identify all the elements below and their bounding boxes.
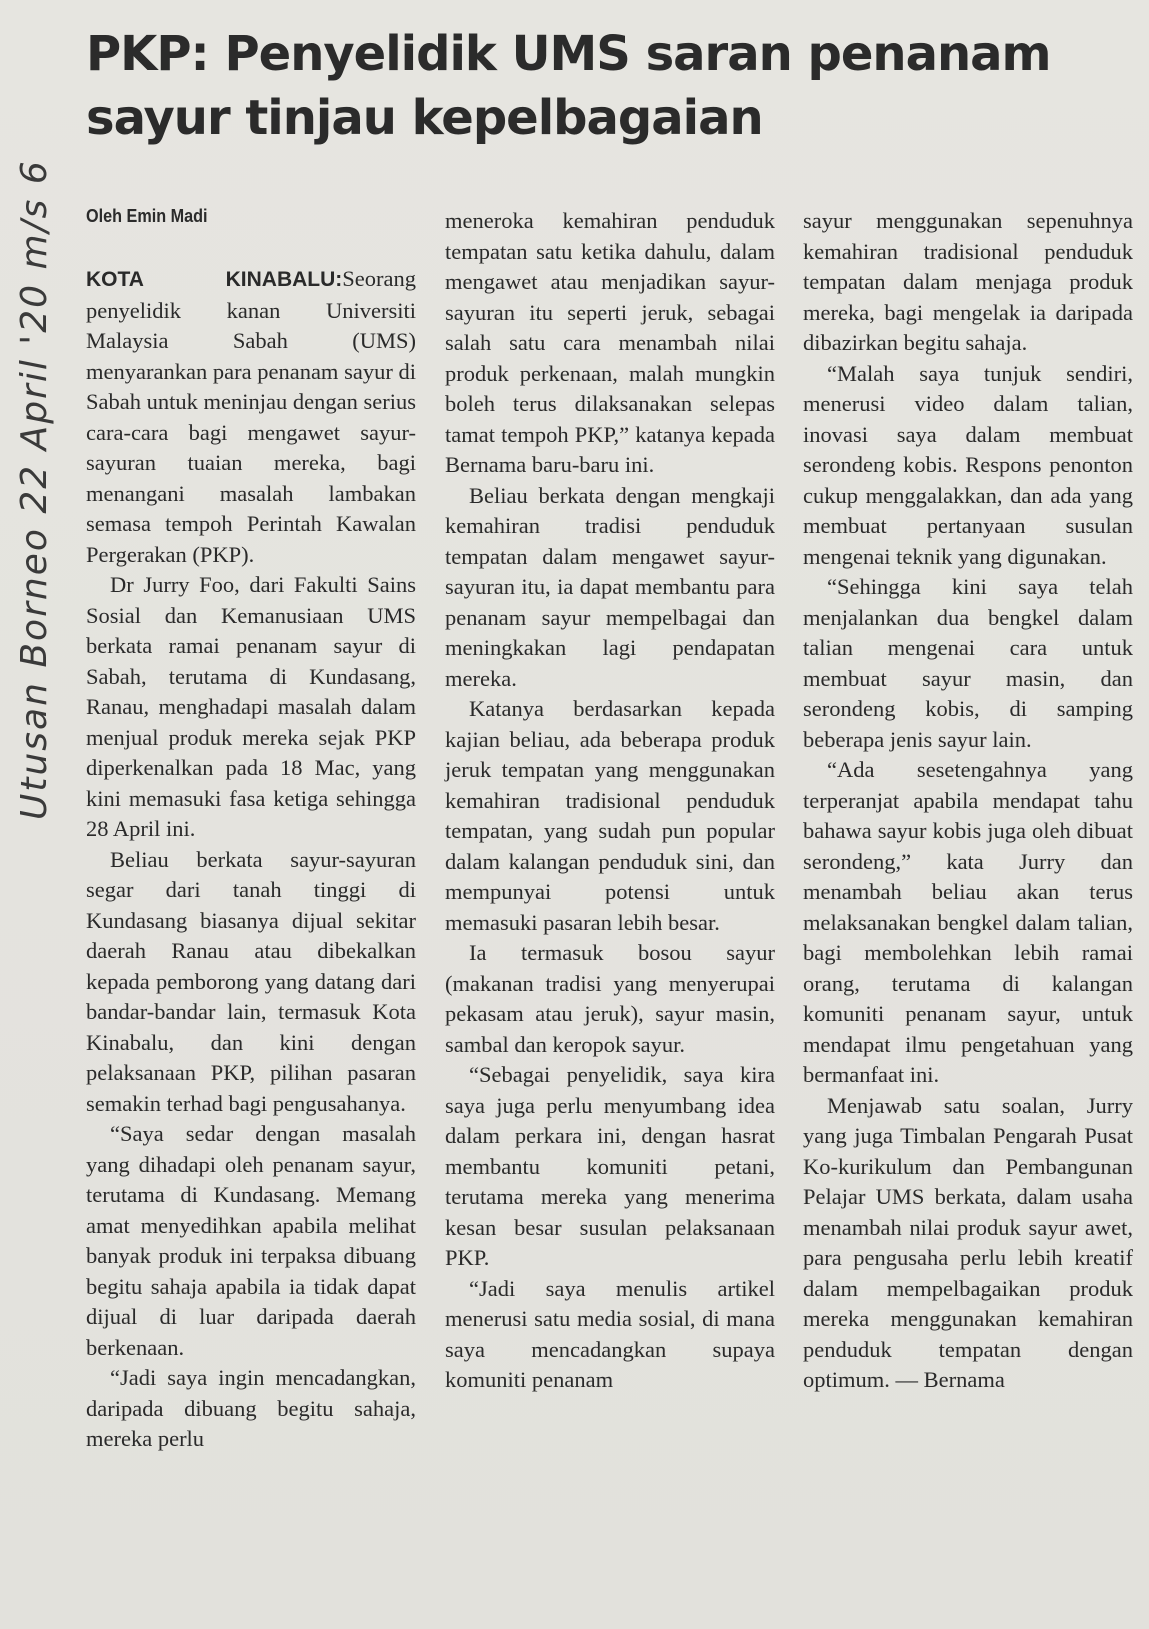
- article-column-1: [86, 264, 416, 1455]
- article-paragraph: [86, 264, 416, 570]
- article-paragraph: Dr Jurry Foo, dari Fakulti Sains Sosial dan Kemanusiaan UMS berkata ramai penanam sayur di Sabah, terutama di Kundasang, Ranau, menghadapi masalah dalam menjual produk mereka sejak PKP diperkenalkan pada 18 Mac, yang kini memasuki fasa ketiga sehingga 28 April ini.: [86, 572, 416, 841]
- article-paragraph: meneroka kemahiran penduduk tempatan satu ketika dahulu, dalam mengawet atau menjadikan sayur-sayuran itu seperti jeruk, sebagai salah satu cara menambah nilai produk perkenaan, malah mungkin boleh terus dilaksanakan selepas tamat tempoh PKP,” katanya kepada Bernama baru-baru ini.: [445, 208, 775, 477]
- article-paragraph: “Sehingga kini saya telah menjalankan dua bengkel dalam talian mengenai cara untuk membuat sayur masin, dan serondeng kobis, di samping beberapa jenis sayur lain.: [803, 574, 1133, 752]
- article-paragraph: Katanya berdasarkan kepada kajian beliau, ada beberapa produk jeruk tempatan yang menggunakan kemahiran tradisional penduduk tempatan, yang sudah pun popular dalam kalangan penduduk sini, dan mempunyai potensi untuk memasuki pasaran lebih besar.: [445, 696, 775, 935]
- article-column-3: [803, 206, 1133, 1396]
- handwritten-source-note: [14, 120, 74, 840]
- article-byline: Oleh Emin Madi: [86, 206, 208, 226]
- dateline: KOTA KINABALU:: [86, 268, 343, 291]
- article-paragraph: sayur menggunakan sepenuhnya kemahiran tradisional penduduk tempatan dalam menjaga produk mereka, bagi mengelak ia daripada dibazirkan begitu sahaja.: [803, 208, 1133, 355]
- article-paragraph: Beliau berkata sayur-sayuran segar dari tanah tinggi di Kundasang biasanya dijual sekitar daerah Ranau atau dibekalkan kepada pemborong yang datang dari bandar-bandar lain, termasuk Kota Kinabalu, dan kini dengan pelaksanaan PKP, pilihan pasaran semakin terhad bagi pengusahanya.: [86, 846, 416, 1116]
- article-paragraph: Ia termasuk bosou sayur (makanan tradisi yang menyerupai pekasam atau jeruk), sayur masin, sambal dan keropok sayur.: [445, 940, 775, 1057]
- article-paragraph: “Saya sedar dengan masalah yang dihadapi oleh penanam sayur, terutama di Kundasang. Memang amat menyedihkan apabila melihat banyak produk ini terpaksa dibuang begitu sahaja apabila ia tidak dapat dijual di luar daripada daerah berkenaan.: [86, 1121, 416, 1360]
- handwritten-note-text: Utusan Borneo 22 April '20 m/s 6: [14, 159, 55, 820]
- paragraph-text: Seorang penyelidik kanan Universiti Malaysia Sabah (UMS) menyarankan para penanam sayur di Sabah untuk meninjau dengan serius cara-cara bagi mengawet sayur-sayuran tuaian mereka, bagi menangani masalah lambakan semasa tempoh Perintah Kawalan Pergerakan (PKP).: [86, 266, 416, 567]
- article-paragraph: Menjawab satu soalan, Jurry yang juga Timbalan Pengarah Pusat Ko-kurikulum dan Pembangunan Pelajar UMS berkata, dalam usaha menambah nilai produk sayur awet, para pengusaha perlu lebih kreatif dalam mempelbagaikan produk mereka menggunakan kemahiran penduduk tempatan dengan optimum. — Bernama: [803, 1092, 1133, 1392]
- article-paragraph: “Malah saya tunjuk sendiri, menerusi video dalam talian, inovasi saya dalam membuat serondeng kobis. Respons penonton cukup menggalakkan, dan ada yang membuat pertanyaan susulan mengenai teknik yang digunakan.: [803, 360, 1133, 569]
- article-headline: PKP: Penyelidik UMS saran penanam sayur tinjau kepelbagaian: [86, 26, 1051, 146]
- article-paragraph: “Jadi saya ingin mencadangkan, daripada dibuang begitu sahaja, mereka perlu: [86, 1365, 416, 1451]
- article-column-2: [445, 206, 775, 1396]
- article-paragraph: “Jadi saya menulis artikel menerusi satu media sosial, di mana saya mencadangkan supaya komuniti penanam: [445, 1275, 775, 1392]
- article-paragraph: “Sebagai penyelidik, saya kira saya juga perlu menyumbang idea dalam perkara ini, dengan hasrat membantu komuniti petani, terutama mereka yang menerima kesan besar susulan pelaksanaan PKP.: [445, 1062, 775, 1270]
- article-paragraph: Beliau berkata dengan mengkaji kemahiran tradisi penduduk tempatan dalam mengawet sayur-sayuran itu, ia dapat membantu para penanam sayur mempelbagai dan meningkakan lagi pendapatan mereka.: [445, 482, 775, 691]
- article-paragraph: “Ada sesetengahnya yang terperanjat apabila mendapat tahu bahawa sayur kobis juga oleh dibuat serondeng,” kata Jurry dan menambah beliau akan terus melaksanakan bengkel dalam talian, bagi membolehkan lebih ramai orang, terutama di kalangan komuniti penanam sayur, untuk mendapat ilmu pengetahuan yang bermanfaat ini.: [803, 757, 1133, 1087]
